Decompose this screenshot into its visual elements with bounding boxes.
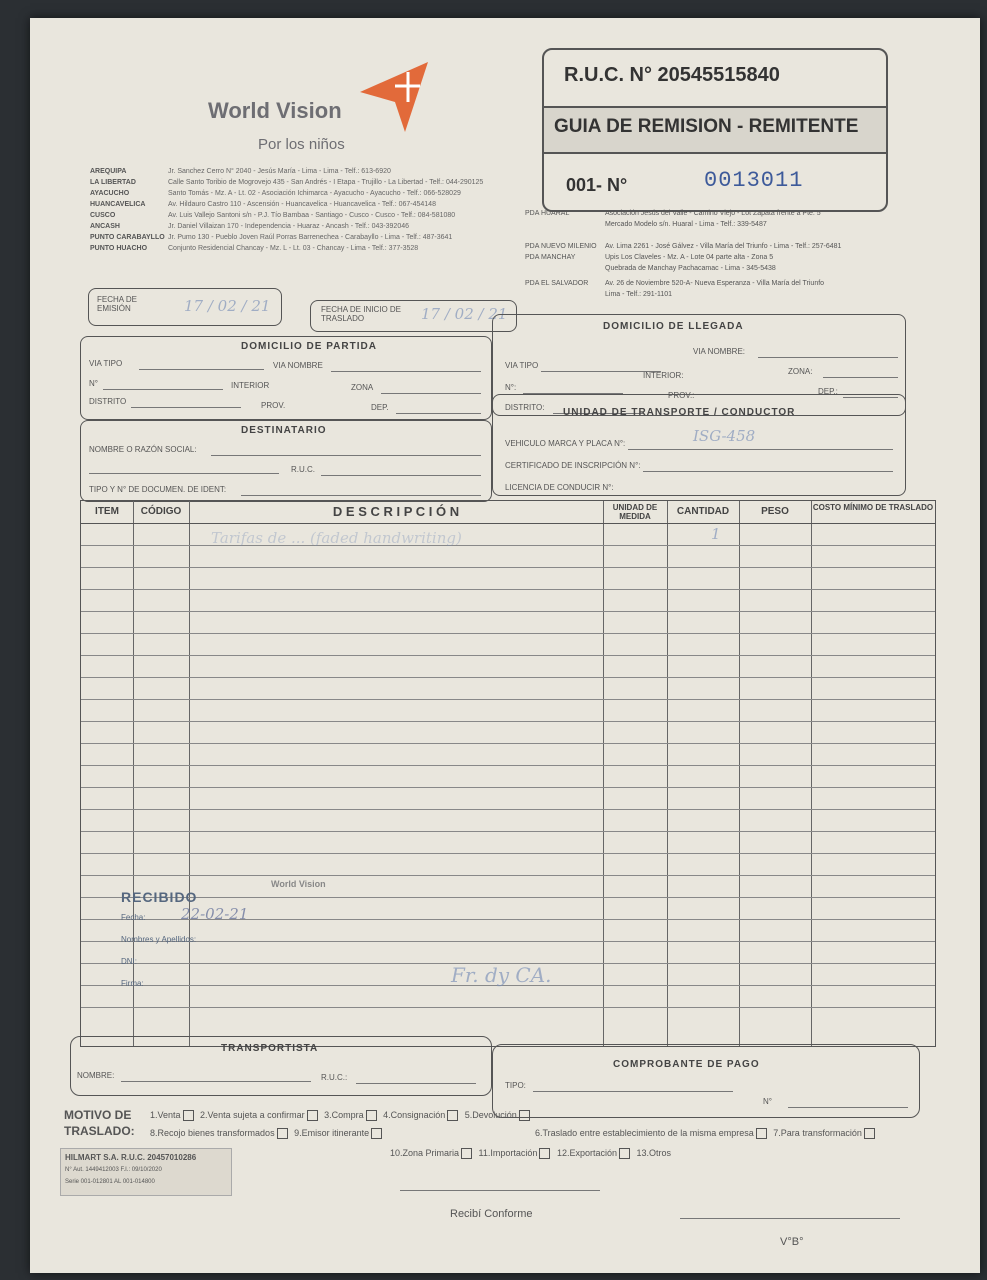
pda-item: PDA HUARAL Asociación Jesús del Valle - Camino Viejo - Lot Zapata frente a Pte. 5	[525, 210, 821, 217]
table-row	[81, 743, 935, 744]
pda-item: PDA NUEVO MILENIO Av. Lima 2261 - José Gálvez - Villa María del Triunfo - Lima - Telf.: 257-6481	[525, 243, 842, 250]
checkbox[interactable]	[619, 1148, 630, 1159]
prov-label: PROV.	[261, 401, 286, 410]
address-item: AREQUIPA Jr. Sanchez Cerro N° 2040 - Jesús María - Lima - Lima - Telf.: 613-6920	[90, 168, 391, 175]
vehiculo-line[interactable]	[628, 449, 893, 450]
checkbox[interactable]	[461, 1148, 472, 1159]
table-row	[81, 787, 935, 788]
fecha-emision-box	[88, 288, 282, 326]
printer-info	[60, 1148, 232, 1196]
recibi-conforme: Recibí Conforme	[450, 1208, 533, 1220]
col-divider	[811, 501, 812, 1046]
dep-label: DEP.	[371, 403, 389, 412]
table-row	[81, 699, 935, 700]
signature-hand: Fr. dy CA.	[451, 963, 552, 987]
motivo-title-2: TRASLADO:	[64, 1124, 135, 1138]
printer-line: N° Aut. 1449412003 F.I.: 09/10/2020	[65, 1167, 162, 1173]
col-header-codigo: CÓDIGO	[140, 506, 182, 517]
table-row	[81, 523, 935, 524]
doc-title-band	[544, 106, 886, 154]
comprobante-title: COMPROBANTE DE PAGO	[613, 1059, 760, 1070]
checkbox[interactable]	[371, 1128, 382, 1139]
fecha-inicio-hand: 17 / 02 / 21	[421, 305, 508, 323]
zona-label: ZONA	[351, 383, 374, 392]
fecha-inicio-box	[310, 300, 517, 332]
recibido-dni-label: DNI:	[121, 957, 137, 966]
printer-line: Serie 001-012801 AL 001-014800	[65, 1179, 155, 1185]
printer-line: HILMART S.A. R.U.C. 20457010286	[65, 1153, 197, 1162]
transportista-box	[70, 1036, 492, 1096]
checkbox[interactable]	[183, 1110, 194, 1121]
col-divider	[739, 501, 740, 1046]
tipo-doc-label: TIPO Y N° DE DOCUMEN. DE IDENT:	[89, 485, 227, 494]
via-nombre-label: VIA NOMBRE:	[693, 347, 746, 356]
numero-line[interactable]	[103, 389, 223, 390]
placa-hand: ISG-458	[693, 427, 756, 445]
world-vision-star-icon	[350, 62, 430, 142]
address-item: ANCASH Jr. Daniel Villaizan 170 - Independencia - Huaraz - Ancash - Telf.: 043-392046	[90, 223, 410, 230]
vehiculo-label: VEHICULO MARCA Y PLACA N°:	[505, 439, 626, 448]
table-row	[81, 853, 935, 854]
pda-item: PDA MANCHAY Upis Los Claveles - Mz. A - Lote 04 parte alta - Zona 5	[525, 254, 774, 261]
motivo-line-2: 8.Recojo bienes transformados 9.Emisor itinerante	[150, 1128, 386, 1139]
table-row	[81, 567, 935, 568]
via-nombre-label: VIA NOMBRE	[273, 361, 323, 370]
address-item: AYACUCHO Santo Tomás - Mz. A - Lt. 02 - Asociación Ichimarca - Ayacucho - Ayacucho - Telf.: 066-528029	[90, 190, 461, 197]
comprobante-tipo-label: TIPO:	[505, 1081, 526, 1090]
table-row	[81, 633, 935, 634]
checkbox[interactable]	[277, 1128, 288, 1139]
ruc-label: R.U.C.	[291, 465, 315, 474]
interior-label: INTERIOR:	[643, 371, 684, 380]
table-row	[81, 721, 935, 722]
domicilio-llegada-title: DOMICILIO DE LLEGADA	[603, 321, 744, 332]
fecha-emision-label: FECHA DE EMISIÓN	[97, 295, 138, 313]
description-hand: Tarifas de ... (faded handwriting)	[211, 529, 462, 547]
via-tipo-label: VIA TIPO	[505, 361, 539, 370]
certificado-line[interactable]	[643, 471, 893, 472]
distrito-label: DISTRITO	[89, 397, 127, 406]
via-tipo-line[interactable]	[139, 369, 264, 370]
checkbox[interactable]	[539, 1148, 550, 1159]
checkbox[interactable]	[756, 1128, 767, 1139]
recibido-firma-label: Firma:	[121, 979, 144, 988]
address-item: LA LIBERTAD Calle Santo Toribio de Mogrovejo 435 - San Andrés - I Etapa - Trujillo - La Libertad - Telf.: 044-290125	[90, 179, 484, 186]
signature-line	[400, 1190, 600, 1191]
table-row	[81, 809, 935, 810]
items-table	[80, 500, 936, 1047]
recibido-fecha-hand: 22-02-21	[181, 905, 249, 923]
recibido-stamp	[121, 879, 361, 1009]
dep-label: DEP.:	[818, 387, 838, 396]
interior-label: INTERIOR	[231, 381, 270, 390]
checkbox[interactable]	[307, 1110, 318, 1121]
motivo-line-1b: 6.Traslado entre establecimiento de la misma empresa 7.Para transformación	[535, 1128, 879, 1139]
transportista-ruc-label: R.U.C.:	[321, 1073, 348, 1082]
destinatario-box	[80, 420, 492, 502]
transportista-ruc-line[interactable]	[356, 1083, 476, 1084]
address-item: HUANCAVELICA Av. Hildauro Castro 110 - Ascensión - Huancavelica - Huancavelica - Telf.: 067-454148	[90, 201, 436, 208]
ruc-box	[542, 48, 888, 212]
checkbox[interactable]	[447, 1110, 458, 1121]
motivo-line-1: 1.Venta 2.Venta sujeta a confirmar 3.Compra 4.Consignación 5.Devolución	[150, 1110, 534, 1121]
vb-line	[680, 1218, 900, 1219]
col-header-item: ITEM	[95, 506, 119, 517]
col-header-unidad: UNIDAD DE MEDIDA	[612, 503, 658, 521]
table-row	[81, 655, 935, 656]
recibido-fecha-label: Fecha:	[121, 913, 146, 922]
company-name: World Vision	[208, 98, 342, 123]
motivo-title-1: MOTIVO DE	[64, 1108, 132, 1122]
ruc-line[interactable]	[321, 475, 481, 476]
destinatario-title: DESTINATARIO	[241, 425, 327, 436]
col-header-cantidad: CANTIDAD	[676, 506, 730, 517]
via-nombre-line[interactable]	[758, 357, 898, 358]
zona-line[interactable]	[823, 377, 898, 378]
fecha-inicio-label: FECHA DE INICIO DE TRASLADO	[321, 305, 402, 323]
table-row	[81, 875, 935, 876]
world-vision-stamp-logo: World Vision	[271, 879, 326, 889]
numero-label: N°:	[505, 383, 517, 392]
comprobante-numero-label: N°	[763, 1097, 772, 1106]
checkbox[interactable]	[864, 1128, 875, 1139]
guia-remision-page	[30, 18, 980, 1273]
address-item: PUNTO CARABAYLLO Jr. Pumo 130 - Pueblo Joven Raúl Porras Barrenechea - Carabayllo - Lima - Telf.: 487-3641	[90, 234, 453, 241]
zona-line[interactable]	[381, 393, 481, 394]
comprobante-tipo-line[interactable]	[533, 1091, 733, 1092]
col-header-peso: PESO	[761, 506, 789, 517]
certificado-label: CERTIFICADO DE INSCRIPCIÓN N°:	[505, 461, 641, 470]
checkbox[interactable]	[366, 1110, 377, 1121]
address-item: PUNTO HUACHO Conjunto Residencial Chancay - Mz. L - Lt. 03 - Chancay - Lima - Telf.: 377-3528	[90, 245, 419, 252]
checkbox[interactable]	[519, 1110, 530, 1121]
col-divider	[603, 501, 604, 1046]
transportista-nombre-line[interactable]	[121, 1081, 311, 1082]
nombre-line-2[interactable]	[89, 473, 279, 474]
recibido-nombres-label: Nombres y Apellidos:	[121, 935, 197, 944]
via-nombre-line[interactable]	[331, 371, 481, 372]
table-row	[81, 831, 935, 832]
pda-item: Mercado Modelo s/n. Huaral - Lima - Telf.: 339-5487	[605, 221, 767, 228]
serie-label: 001- N°	[566, 175, 628, 195]
visto-bueno: V°B°	[780, 1236, 804, 1248]
distrito-line[interactable]	[131, 407, 241, 408]
nombre-line[interactable]	[211, 455, 481, 456]
domicilio-partida-title: DOMICILIO DE PARTIDA	[241, 341, 377, 352]
address-item: CUSCO Av. Luis Vallejo Santoni s/n - P.J. Tío Bambaa - Santiago - Cusco - Cusco - Telf.: 084-581080	[90, 212, 456, 219]
company-tagline: Por los niños	[258, 136, 345, 153]
table-row	[81, 611, 935, 612]
via-tipo-label: VIA TIPO	[89, 359, 123, 368]
comprobante-box	[492, 1044, 920, 1118]
transportista-title: TRANSPORTISTA	[221, 1043, 319, 1054]
nombre-label: NOMBRE O RAZÓN SOCIAL:	[89, 445, 197, 454]
comprobante-numero-line[interactable]	[788, 1107, 908, 1108]
prov-label: PROV.:	[668, 391, 695, 400]
transporte-box	[492, 394, 906, 496]
col-header-costo: COSTO MÍNIMO DE TRASLADO	[812, 503, 934, 512]
tipo-doc-line[interactable]	[241, 495, 481, 496]
pda-item: Quebrada de Manchay Pachacamac - Lima - 345-5438	[605, 265, 776, 272]
doc-title: GUIA DE REMISION - REMITENTE	[554, 116, 859, 137]
ruc-number: R.U.C. N° 20545515840	[564, 64, 780, 86]
document-number: 0013011	[704, 168, 804, 193]
table-row	[81, 589, 935, 590]
fecha-emision-hand: 17 / 02 / 21	[184, 297, 271, 315]
col-header-descripcion: D E S C R I P C I Ó N	[332, 504, 460, 519]
distrito-label: DISTRITO:	[505, 403, 545, 412]
dep-line[interactable]	[396, 413, 481, 414]
table-row	[81, 545, 935, 546]
recibido-title: RECIBIDO	[121, 889, 198, 905]
table-row	[81, 677, 935, 678]
domicilio-partida-box	[80, 336, 492, 420]
motivo-line-3: 10.Zona Primaria 11.Importación 12.Exportación 13.Otros	[390, 1148, 672, 1158]
numero-label: N°	[89, 379, 98, 388]
zona-label: ZONA:	[788, 367, 813, 376]
table-row	[81, 765, 935, 766]
pda-item: Lima - Telf.: 291-1101	[605, 291, 673, 298]
col-divider	[667, 501, 668, 1046]
pda-item: PDA EL SALVADOR Av. 26 de Noviembre 520-A- Nueva Esperanza - Villa María del Triunfo	[525, 280, 825, 287]
licencia-label: LICENCIA DE CONDUCIR N°:	[505, 483, 614, 492]
quantity-hand: 1	[711, 525, 721, 543]
transportista-nombre-label: NOMBRE:	[77, 1071, 115, 1080]
transporte-title: UNIDAD DE TRANSPORTE / CONDUCTOR	[563, 407, 796, 418]
